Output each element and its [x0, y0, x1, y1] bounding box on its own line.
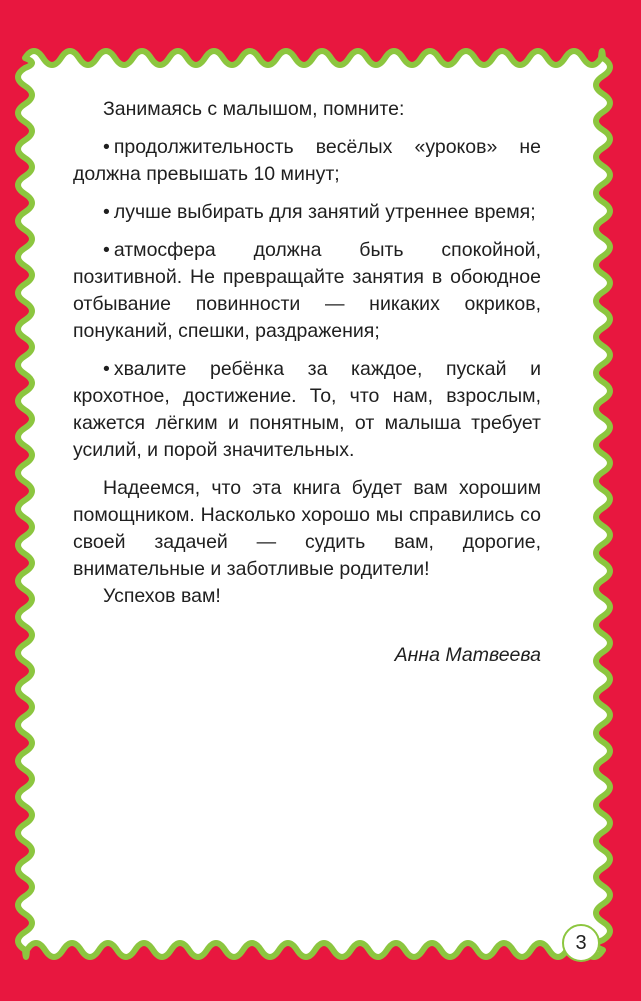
bullet-item-2: [73, 199, 541, 226]
bullet-item-1: [73, 134, 541, 188]
bullet-dot-icon: •: [103, 201, 110, 223]
bullet-item-3: [73, 237, 541, 345]
bullet-text-3: атмосфера должна быть спокойной, позитивной. Не превращайте занятия в обоюдное отбывание повинности — никаких окриков, понуканий, спешки, раздражения;: [73, 239, 541, 342]
intro-text: Занимаясь с малышом, помните:: [103, 98, 405, 120]
bullet-text-4: хвалите ребёнка за каждое, пускай и крохотное, достижение. То, что нам, взрослым, кажется лёгким и понятным, от малыша требует усилий, и порой значительных.: [73, 358, 541, 461]
bullet-text-1: продолжительность весёлых «уроков» не должна превышать 10 минут;: [73, 136, 541, 185]
author-signature: Анна Матвеева: [394, 644, 541, 666]
wish-text: Успехов вам!: [103, 585, 221, 607]
bullet-item-4: [73, 356, 541, 464]
page-number-badge: 3: [562, 924, 600, 962]
bullet-dot-icon: •: [103, 136, 110, 158]
closing-text: Надеемся, что эта книга будет вам хорошим помощником. Насколько хорошо мы справились со своей задачей — судить вам, дорогие, внимательные и заботливые родители!: [73, 477, 541, 580]
text-block: [73, 96, 541, 689]
bullet-dot-icon: •: [103, 358, 110, 380]
bullet-dot-icon: •: [103, 239, 110, 261]
bullet-text-2: лучше выбирать для занятий утреннее время;: [113, 201, 536, 223]
